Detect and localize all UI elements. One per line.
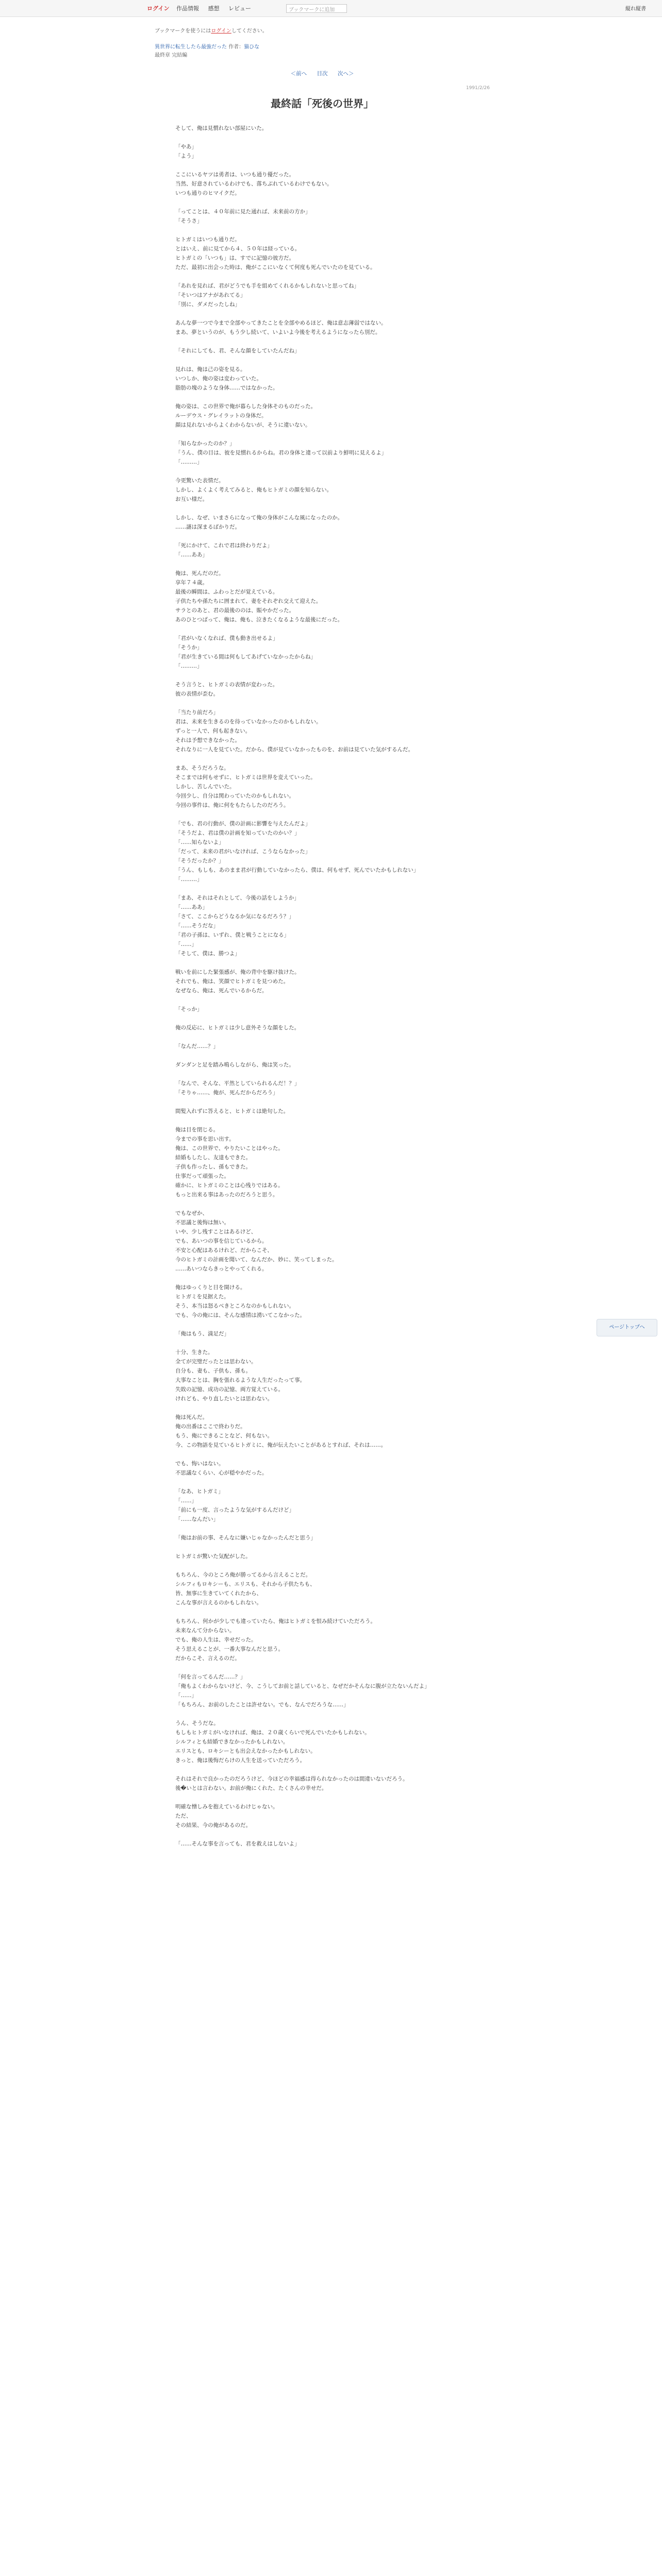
body-paragraph: 戦いを前にした緊張感が、俺の背中を駆け抜けた。 それでも、俺は、笑顔でヒトガミを見つめた。 なぜなら、俺は、死んでいるからだ。 [175, 969, 300, 994]
vertical-writing-toggle[interactable]: 縦れ縦書 [625, 6, 646, 12]
body-paragraph: 「知らなかったのか？」 「うん、僕の目は、彼を見慣れるからね。君の身体と違って以前より鮮明に見えるよ」 「………」 [175, 440, 387, 465]
body-paragraph: ダンダンと足を踏み鳴らしながら、俺は笑った。 [175, 1062, 294, 1068]
page-top-button[interactable]: ページトップへ [597, 1319, 657, 1336]
bookmark-notice: ブックマークを使うにはログインしてください。 [155, 28, 268, 34]
body-paragraph: 俺の姿は、この世界で俺が暮らした身体そのものだった。 ルーデウス・グレイラットの身体だ。 顔は見れないからよくわからないが、そうに違いない。 [175, 403, 316, 428]
body-paragraph: ヒトガミが驚いた気配がした。 [175, 1553, 251, 1560]
series-link[interactable]: 異世界に転生したら最強だった [155, 44, 227, 50]
chapter-line [155, 52, 490, 60]
body-paragraph: 「なんだ……？」 [175, 1043, 219, 1049]
prev-link[interactable]: ＜前へ [290, 71, 307, 77]
body-paragraph: 「ってことは、４０年前に見た通れば、未来前の方か」 「そうさ」 [175, 209, 311, 224]
body-paragraph: 俺は目を閉じる。 今までの事を思い出す。 俺は、この世界で、やりたいことはやった。 結婚もしたし、友達もできた。 子供も作ったし、孫もできた。 仕事だって頑張った。 確かに、ヒトガミのことは心残りではある。 もっと出来る事はあったのだろうと思う。 [175, 1127, 284, 1198]
body-paragraph: 俺はゆっくりと目を開ける。 ヒトガミを見据えた。 そう、本当は怒るべきところなのかもしれない。 でも、今の俺には、そんな感情は湧いてこなかった。 [175, 1284, 305, 1318]
body-paragraph: 見れは、俺は己の姿を見る。 いつしか、俺の姿は変わっていた。 脂肪の塊のような身体……ではなかった。 [175, 366, 278, 391]
body-paragraph: 「当たり前だろ」 君は、未来を生きるのを待っていなかったのかもしれない。 ずっと一人で、何も起きない。 それは予想できなかった。 それなりに一人を見ていた。だから、僕が見ていなかったものを、お前は見ていた気がするんだ。 [175, 709, 413, 753]
next-link[interactable]: 次へ＞ [337, 71, 354, 77]
body-paragraph: 今更驚いた表情だ。 しかし、よくよく考えてみると、俺もヒトガミの顔を知らない。 お互い様だ。 [175, 478, 333, 502]
notice-login-link[interactable]: ログイン [211, 28, 231, 34]
body-paragraph: 「でも、君の行動が、僕の計画に影響を与えたんだよ」 「そうだよ、君は僕の計画を知っていたのかい？」 「……知らないよ」 「だって、未来の君がいなければ、こうならなかった」 「そうだったか？」 「うん、もしも、あのまま君が行動していなかったら、僕は、何もせず、死んでいたかもしれない」 「………」 [175, 821, 419, 883]
body-paragraph: まあ、そうだろうな。 そこまでは何もせずに、ヒトガミは世界を変えていった。 しかし、苦しんでいた。 今回少し、自分は関わっていたのかもしれない。 今回の事件は、俺に何をもたらしたのだろう。 [175, 765, 316, 808]
body-paragraph: でも、悔いはない。 不思議なくらい、心が穏やかだった。 [175, 1461, 268, 1476]
body-paragraph: うん、そうだな。 もしもヒトガミがいなければ、俺は、２０歳くらいで死んでいたかもしれない。 シルフィとも結婚できなかったかもしれない。 エリスとも、ロキシーとも出会えなかったかもしれない。 きっと、俺は後悔だらけの人生を送っていただろう。 [175, 1720, 370, 1764]
body-paragraph: 「そっか」 [175, 1006, 203, 1012]
episode-nav [155, 69, 490, 78]
body-paragraph: 俺は死んだ。 俺の出番はここで終わりだ。 もう、俺にできることなど、何もない。 今、この物語を見ているヒトガミに、俺が伝えたいことがあるとすれば、それは……。 [175, 1414, 387, 1448]
body-paragraph: 「それにしても、君、そんな顔をしていたんだね」 [175, 348, 300, 354]
body-paragraph: でもなぜか、 不思議と後悔は無い。 いや、少し残すことはあるけど、 でも、あいつの事を信じているから。 不安と心配はあるけれど、だからこそ、 今のヒトガミの計画を聞いて、なんだか、妙に、笑ってしまった。 ……あいつならきっとやってくれる。 [175, 1210, 338, 1272]
body-paragraph: 「なあ、ヒトガミ」 「……」 「前にも一度、言ったような気がするんだけど」 「……なんだい」 [175, 1488, 294, 1522]
body-paragraph: 俺は、死んだのだ。 享年７４歳。 最後の瞬間は、ふわっとだが覚えている。 子供たちや孫たちに囲まれて、妻をそれぞれ交えて迎えた。 サラとのあと、君の最後ののは、賑やかだった。 あのひとつばって、俺は、俺も、泣きたくなるような最後にだった。 [175, 570, 343, 623]
body-paragraph: もちろん、何かが少しでも違っていたら、俺はヒトガミを恨み続けていただろう。 未来なんて分からない。 でも、俺の人生は、幸せだった。 そう思えることが、一番大事なんだと思う。 だからこそ、言えるのだ。 [175, 1618, 376, 1662]
body-paragraph: 「俺はもう、満足だ」 [175, 1331, 229, 1337]
body-paragraph: 「何を言ってるんだ……？」 「俺もよくわからないけど、今、こうしてお前と話していると、なぜだかそんなに腹が立たないんだよ」 「……」 「もちろん、お前のしたことは許せない。でも、なんでだろうな……」 [175, 1674, 430, 1708]
publish-date: 1991/2/26 [466, 86, 490, 91]
body-paragraph: しかし、なぜ、いまさらになって俺の身体がこんな風になったのか。 ……謎は深まるばかりだ。 [175, 515, 343, 530]
body-paragraph: そして、俺は見慣れない部屋にいた。 [175, 125, 268, 131]
body-paragraph: 「なんで、そんな、平然としていられるんだ！？」 「そりゃ……、俺が、死んだからだろう」 [175, 1080, 300, 1096]
body-paragraph: 十分、生きた。 全てが完璧だったとは思わない。 自分も、妻も、子供も、孫も。 大事なことは、胸を張れるような人生だったって事。 失敗の記憶、成功の記憶、両方覚えている。 けれども、やり直したいとは思わない。 [175, 1349, 305, 1402]
body-paragraph: ここにいるヤツは勇者は、いつも通り優だった。 当然、好意されているわけでも、落ちぶれているわけでもない。 いつも通りのヒマイクだ。 [175, 172, 333, 196]
body-paragraph: 「……そんな事を言っても、君を救えはしないよ」 [175, 1841, 300, 1847]
author-link[interactable]: 猫ひな [244, 44, 260, 50]
body-paragraph: それはそれで良かったのだろうけど、今ほどの幸福感は得られなかったのは間違いないだろう。 後�いとは言わない。お前が俺にくれた、たくさんの幸せだ。 [175, 1776, 408, 1791]
body-paragraph: 「死にかけて、これで君は終わりだよ」 「……ああ」 [175, 543, 273, 558]
body-paragraph: 「俺はお前の事、そんなに嫌いじゃなかったんだと思う」 [175, 1535, 316, 1541]
bookmark-input[interactable]: ブックマークに追加 [286, 4, 347, 13]
body-paragraph: 俺の反応に、ヒトガミは少し意外そうな顔をした。 [175, 1025, 300, 1031]
chapter-label: 最終章 [155, 53, 170, 58]
menu-item-impressions[interactable]: 感想 [208, 5, 220, 12]
body-paragraph: もちろん、今のところ俺が勝ってるから言えることだ。 シルフィもロキシーも、エリスも、それから子供たちも、 皆、無事に生きていてくれたから、 こんな事が言えるのかもしれない。 [175, 1572, 316, 1606]
episode-body [155, 124, 490, 1849]
login-link[interactable]: ログイン [147, 5, 170, 12]
body-paragraph: 「やあ」 「よう」 [175, 144, 197, 159]
body-paragraph: 明確な憎しみを抱えているわけじゃない。 ただ、 その結果、今の俺があるのだ。 [175, 1804, 278, 1828]
episode-title: 最終話「死後の世界」 [271, 97, 374, 110]
toc-link[interactable]: 目次 [317, 71, 328, 77]
menu-item-reviews[interactable]: レビュー [228, 5, 251, 12]
top-menu [176, 4, 258, 12]
body-paragraph: そう言うと、ヒトガミの表情が変わった。 彼の表情が歪む。 [175, 682, 278, 697]
series-line [155, 43, 490, 52]
reader-content [155, 27, 490, 1858]
body-paragraph: 「あれを見れば、君がどうでも手を組めてくれるかもしれないと思ってね」 「そいつはアナがあれてる」 「別に、ダメだったしね」 [175, 283, 359, 308]
body-paragraph: 「まあ、それはそれとして、今後の話をしようか」 「……ああ」 「さて、ここからどうなるか気になるだろう？」 「……そうだな」 「君の子孫は、いずれ、僕と戦うことになる」 「……」 「そして、僕は、勝つよ」 [175, 895, 300, 957]
menu-item-work-info[interactable]: 作品情報 [176, 5, 199, 12]
body-paragraph: ヒトガミはいつも通りだ。 とはいえ、前に見てから４、５０年は経っている。 ヒトガミの「いつも」は、すでに記憶の彼方だ。 ただ、最初に出会った時は、俺がここにいなくて何度も死んでいたのを見ている。 [175, 236, 376, 270]
body-paragraph: あんな夢一つで今まで全部やってきたことを全部やめるほど、俺は意志薄弱ではない。 まあ、夢というのが、もう少し続いて、いよいよ今後を考えるようになったら別だ。 [175, 320, 387, 335]
chapter-title: 完結編 [172, 53, 188, 58]
body-paragraph: 「君がいなくなれば、僕も動き出せるよ」 「そうか」 「君が生きている間は何もしてあげていなかったからね」 「………」 [175, 635, 316, 669]
author-label: 作者： [228, 44, 244, 50]
body-paragraph: 間髪入れずに答えると、ヒトガミは絶句した。 [175, 1108, 289, 1114]
top-bar [0, 0, 662, 17]
